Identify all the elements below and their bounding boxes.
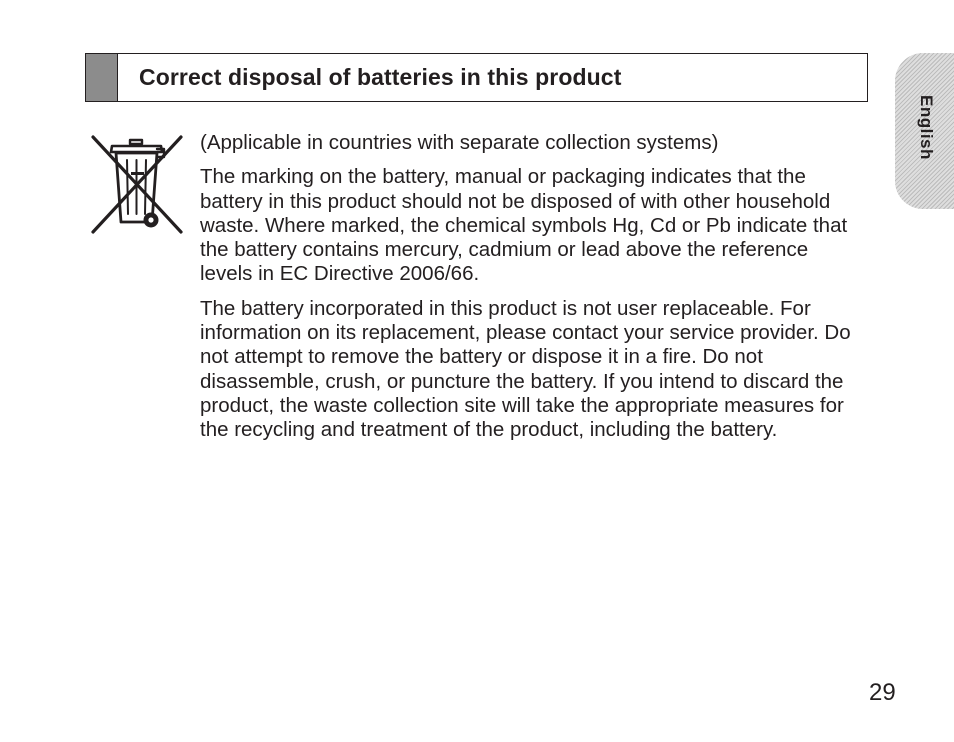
marking-paragraph: The marking on the battery, manual or packaging indicates that the battery in this product should not be disposed of with other household waste. Where marked, the chemical symbols Hg, Cd or Pb indicate that the battery contains mercury, cadmium or lead above the reference levels in EC Directive 2006/66.: [200, 165, 848, 286]
page-number: 29: [869, 679, 896, 706]
applicability-note: (Applicable in countries with separate collection systems): [200, 131, 719, 154]
body-text: [200, 131, 860, 453]
replacement-paragraph: The battery incorporated in this product is not user replaceable. For information on its replacement, please contact your service provider. Do not attempt to remove the battery or dispose it in a fire. Do not disassemble, crush, or puncture the battery. If you intend to discard the product, the waste collection site will take the appropriate measures for the recycling and treatment of the product, including the battery.: [200, 296, 851, 442]
language-tab-label: English: [917, 95, 936, 160]
crossed-out-wheeled-bin-icon: [90, 133, 184, 236]
section-title: Correct disposal of batteries in this product: [139, 64, 622, 90]
header-accent-block: [86, 54, 118, 101]
section-header: [85, 53, 868, 102]
